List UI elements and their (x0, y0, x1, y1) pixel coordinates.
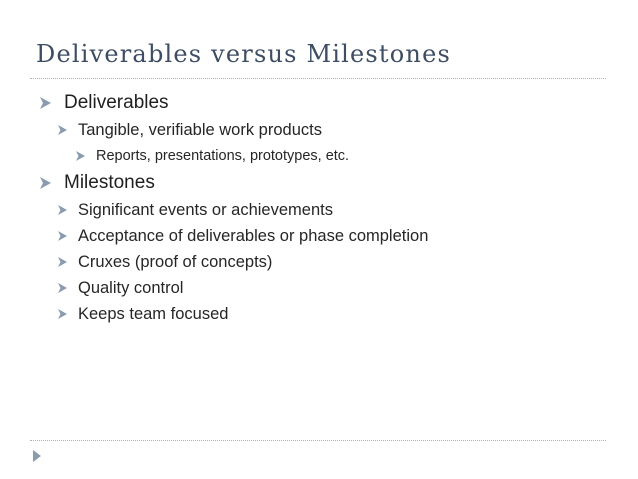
bullet-text: Milestones (64, 172, 155, 193)
footer-divider (30, 440, 606, 441)
bullet-arrow-icon (58, 125, 67, 135)
bullet-text: Significant events or achievements (78, 201, 333, 219)
bullet-arrow-icon (40, 97, 51, 109)
bullet-text: Deliverables (64, 92, 169, 113)
footer-chevron-icon (33, 450, 41, 462)
slide-title: Deliverables versus Milestones (36, 40, 451, 68)
bullet-text: Quality control (78, 279, 184, 297)
bullet-arrow-icon (40, 177, 51, 189)
bullet-text: Cruxes (proof of concepts) (78, 253, 273, 271)
bullet-text: Reports, presentations, prototypes, etc. (96, 148, 350, 164)
bullet-arrow-icon (58, 205, 67, 215)
bullet-text: Acceptance of deliverables or phase completion (78, 227, 429, 245)
bullet-arrow-icon (76, 151, 85, 161)
bullet-arrow-icon (58, 231, 67, 241)
bullet-arrow-icon (58, 257, 67, 267)
title-divider (30, 78, 606, 79)
bullet-text: Tangible, verifiable work products (78, 121, 322, 139)
bullet-text: Keeps team focused (78, 305, 229, 323)
bullet-arrow-icon (58, 283, 67, 293)
bullet-arrow-icon (58, 309, 67, 319)
